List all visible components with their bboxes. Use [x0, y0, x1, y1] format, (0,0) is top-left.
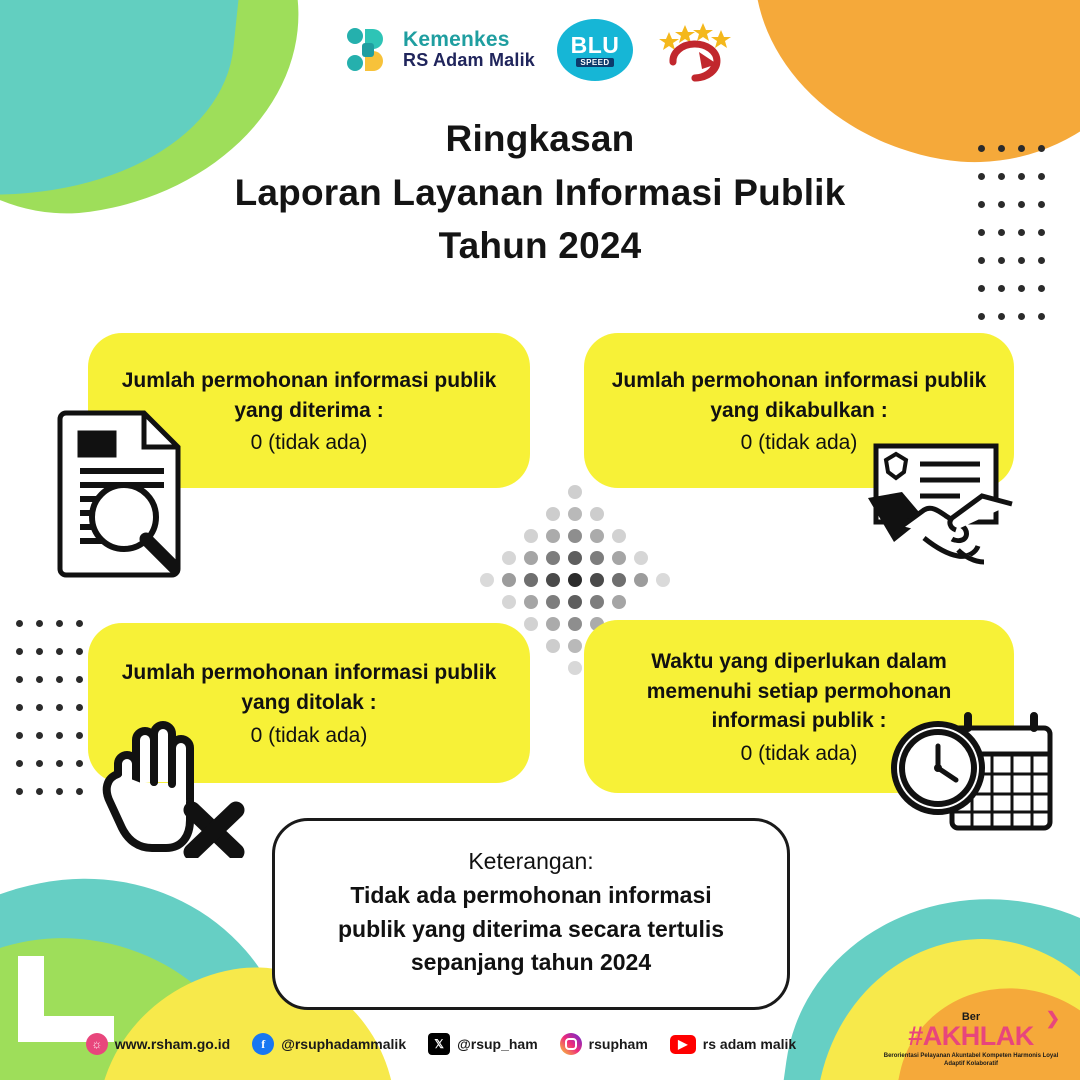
social-facebook-label: @rsuphadammalik [281, 1036, 407, 1052]
hand-stop-cross-icon [96, 718, 246, 863]
note-line-3: sepanjang tahun 2024 [410, 949, 652, 976]
social-youtube[interactable] [670, 1035, 796, 1054]
social-instagram-label: rsupham [588, 1036, 648, 1052]
blu-logo [557, 19, 633, 81]
kemenkes-mark-icon [343, 25, 393, 75]
social-facebook[interactable] [252, 1033, 406, 1055]
stat-card-rejected-label: Jumlah permohonan informasi publik yang ditolak : [121, 661, 497, 714]
social-website-label: www.rsham.go.id [114, 1036, 231, 1052]
note-line-2: publik yang diterima secara tertulis [337, 915, 725, 942]
title-line-2: Laporan Layanan Informasi Publik [234, 171, 846, 213]
youtube-icon: ▶ [670, 1035, 696, 1054]
page-title [0, 112, 1080, 273]
akhlak-tag: #AKHLAK [908, 1020, 1034, 1051]
akhlak-badge [878, 1008, 1064, 1068]
x-twitter-icon: 𝕏 [428, 1033, 450, 1055]
quality-logo [655, 18, 737, 82]
kemenkes-line2: RS Adam Malik [403, 50, 535, 71]
social-x-label: @rsup_ham [457, 1036, 538, 1052]
decor-dot-grid-left [16, 620, 96, 816]
stat-card-received-value: 0 (tidak ada) [250, 431, 368, 455]
note-callout [272, 818, 790, 1010]
stat-card-granted-label: Jumlah permohonan informasi publik yang dikabulkan : [611, 368, 987, 422]
instagram-icon [560, 1033, 582, 1055]
globe-icon: ☼ [86, 1033, 108, 1055]
facebook-icon: f [252, 1033, 274, 1055]
akhlak-arrow-icon: ❯ [1045, 1008, 1060, 1028]
stat-card-received-label: Jumlah permohonan informasi publik yang diterima : [121, 368, 497, 422]
note-label: Keterangan: [468, 848, 594, 875]
social-website[interactable] [86, 1033, 230, 1055]
stat-card-granted-value: 0 (tidak ada) [740, 431, 858, 455]
stat-card-time-label: Waktu yang diperlukan dalam memenuhi setiap permohonan informasi publik : [646, 649, 952, 733]
kemenkes-logo [343, 25, 535, 75]
blu-line2: SPEED [576, 58, 613, 67]
stat-card-time-value: 0 (tidak ada) [740, 742, 858, 766]
kemenkes-wordmark [403, 29, 535, 71]
note-line-1: Tidak ada permohonan informasi [350, 882, 712, 909]
title-line-3: Tahun 2024 [438, 225, 642, 267]
blu-line1: BLU [570, 31, 620, 58]
social-instagram[interactable] [560, 1033, 648, 1055]
title-line-1: Ringkasan [445, 118, 635, 159]
handshake-document-icon [862, 440, 1022, 585]
logo-row [0, 18, 1080, 82]
kemenkes-line1: Kemenkes [403, 28, 510, 52]
clock-calendar-icon [890, 710, 1060, 855]
stat-card-rejected-value: 0 (tidak ada) [250, 723, 368, 747]
social-x[interactable] [428, 1033, 538, 1055]
document-search-icon [46, 405, 206, 585]
social-youtube-label: rs adam malik [702, 1036, 797, 1052]
akhlak-subtitle: Berorientasi Pelayanan Akuntabel Kompeten Harmonis Loyal Adaptif Kolaboratif [883, 1052, 1059, 1067]
akhlak-ber-label: Ber [961, 1010, 981, 1023]
